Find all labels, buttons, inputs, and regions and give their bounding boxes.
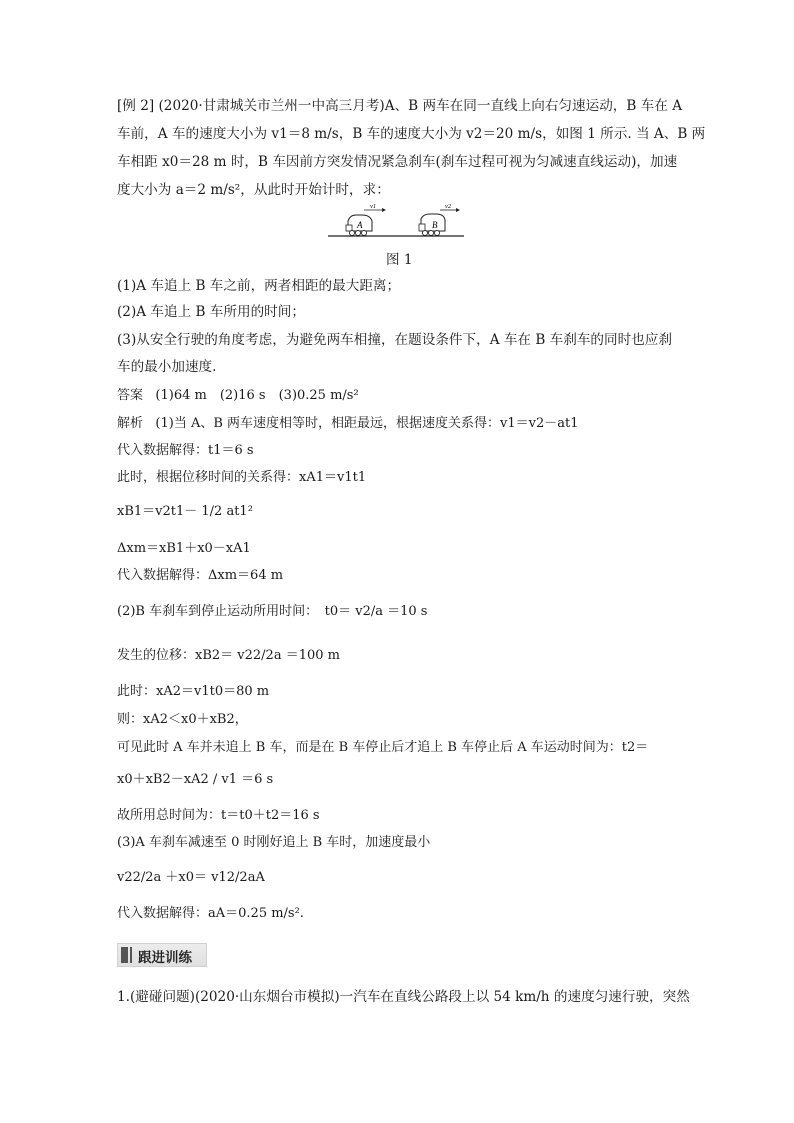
analysis-line-14: (3)A 车刹车减速至 0 时刚好追上 B 车时，加速度最小	[117, 835, 431, 850]
analysis-line-11: 可见此时 A 车并未追上 B 车，而是在 B 车停止后才追上 B 车停止后 A 车运动时间为：t2＝	[117, 740, 649, 755]
answer-label: 答案	[117, 388, 144, 403]
example-line-4: 度大小为 a＝2 m/s²，从此时开始计时，求：	[117, 182, 390, 198]
answer-text: (1)64 m (2)16 s (3)0.25 m/s²	[155, 388, 359, 403]
section-title: 跟进训练	[138, 950, 192, 966]
question-3-line-2: 车的最小加速度.	[117, 359, 217, 375]
analysis-line-13: 故所用总时间为：t＝t0＋t2＝16 s	[117, 808, 320, 823]
v1-label: v1	[370, 203, 377, 210]
example-line1-tail: A、B 两车在同一直线上向右匀速运动，B 车在 A	[384, 98, 683, 114]
question-1: (1)A 车追上 B 车之前，两者相距的最大距离；	[117, 278, 401, 294]
analysis-label: 解析	[117, 416, 144, 431]
question-2: (2)A 车追上 B 车所用的时间；	[117, 304, 305, 320]
analysis-text-1: (1)当 A、B 两车速度相等时，相距最远，根据速度关系得：v1＝v2－at1	[155, 416, 579, 431]
example-line-2: 车前，A 车的速度大小为 v1＝8 m/s，B 车的速度大小为 v2＝20 m/s，如图 1 所示. 当 A、B 两	[117, 126, 706, 142]
answer-line	[117, 386, 359, 406]
section-marker-icon	[121, 947, 128, 963]
v2-label: v2	[445, 203, 452, 210]
example-line-3: 车相距 x0＝28 m 时，B 车因前方突发情况紧急刹车(刹车过程可视为匀减速直线运动)，加速	[117, 154, 678, 170]
analysis-line-1	[117, 414, 579, 434]
example-line-1	[117, 96, 682, 116]
figure-caption: 图 1	[386, 252, 413, 268]
analysis-line-9: 此时：xA2＝v1t0＝80 m	[117, 684, 270, 699]
example-tag: [例 2]	[117, 98, 155, 114]
analysis-line-15: v22/2a ＋x0＝ v12/2aA	[117, 870, 265, 885]
analysis-line-6: 代入数据解得：Δxm＝64 m	[117, 568, 284, 583]
analysis-line-7: (2)B 车刹车到停止运动所用时间： t0＝ v2/a ＝10 s	[117, 604, 428, 619]
analysis-line-3: 此时，根据位移时间的关系得：xA1＝v1t1	[117, 470, 367, 485]
question-3-line-1: (3)从安全行驶的角度考虑，为避免两车相撞，在题设条件下，A 车在 B 车刹车的同时也应刹	[117, 332, 672, 348]
example-source: (2020·甘肃城关市兰州一中高三月考)	[158, 98, 385, 114]
analysis-line-8: 发生的位移：xB2＝ v22/2a ＝100 m	[117, 648, 340, 663]
car-diagram	[326, 203, 466, 243]
car-b-icon	[419, 214, 445, 236]
analysis-line-5: Δxm＝xB1＋x0－xA1	[117, 541, 251, 556]
analysis-line-12: x0＋xB2－xA2 / v1 ＝6 s	[117, 772, 274, 787]
car-b-label: B	[432, 220, 438, 230]
section-header	[117, 943, 207, 967]
analysis-line-4: xB1＝v2t1－ 1/2 at1²	[117, 504, 253, 519]
analysis-line-10: 则：xA2＜x0＋xB2，	[117, 712, 248, 727]
training-question-1: 1.(避碰问题)(2020·山东烟台市模拟)一汽车在直线公路段上以 54 km/h 的速度匀速行驶，突然	[117, 989, 690, 1005]
car-a-label: A	[357, 220, 363, 230]
analysis-line-2: 代入数据解得：t1＝6 s	[117, 443, 254, 458]
analysis-line-16: 代入数据解得：aA＝0.25 m/s².	[117, 906, 304, 921]
car-a-icon	[346, 215, 372, 236]
